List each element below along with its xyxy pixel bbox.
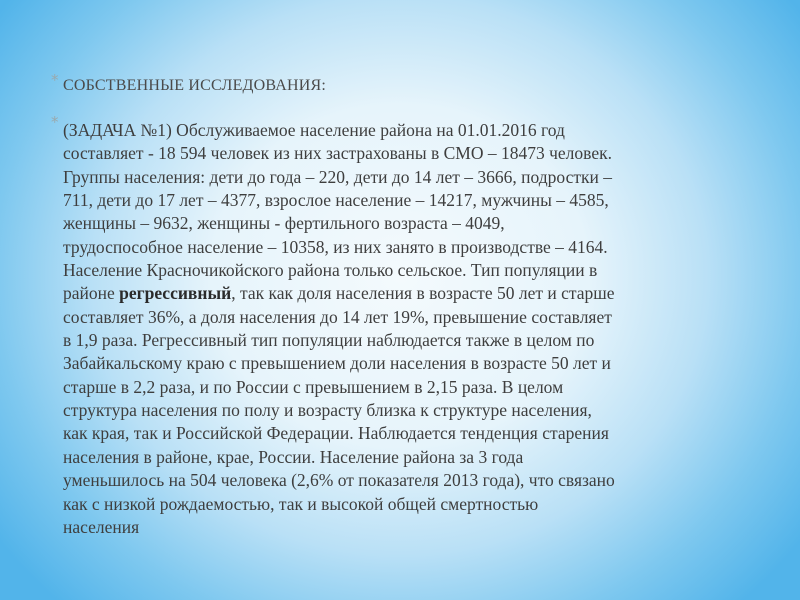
- text-line: составляет 36%, а доля населения до 14 лет 19%, превышение составляет: [63, 306, 612, 327]
- text-line: Группы населения: дети до года – 220, дети до 14 лет – 3666, подростки –: [63, 166, 613, 187]
- text-line: трудоспособное население – 10358, из них занято в производстве – 4164.: [63, 236, 608, 257]
- text-line: 711, дети до 17 лет – 4377, взрослое население – 14217, мужчины – 4585,: [63, 190, 609, 211]
- text-line: населения в районе, крае, России. Население района за 3 года: [63, 446, 524, 467]
- text-fragment: районе: [63, 283, 120, 304]
- text-line: как края, так и Российской Федерации. Наблюдается тенденция старения: [63, 423, 609, 444]
- text-fragment: , так как доля населения в возрасте 50 лет и старше: [231, 283, 615, 304]
- bullet-icon: *: [51, 113, 59, 131]
- text-line: в 1,9 раза. Регрессивный тип популяции наблюдается также в целом по: [63, 330, 595, 351]
- text-line: составляет - 18 594 человек из них застрахованы в СМО – 18473 человек.: [63, 143, 612, 164]
- text-line: населения: [63, 516, 140, 537]
- text-line: уменьшилось на 504 человека (2,6% от показателя 2013 года), что связано: [63, 470, 615, 491]
- task-paragraph: [63, 119, 773, 539]
- bullet-icon: *: [51, 71, 59, 89]
- text-line: Забайкальскому краю с превышением доли населения в возрасте 50 лет и: [63, 353, 611, 374]
- text-line: старше в 2,2 раза, и по России с превышением в 2,15 раза. В целом: [63, 376, 564, 397]
- slide-heading: СОБСТВЕННЫЕ ИССЛЕДОВАНИЯ:: [63, 77, 327, 94]
- text-line: Население Красночикойского района только сельское. Тип популяции в: [63, 260, 598, 281]
- emphasis-regressive: регрессивный: [119, 283, 232, 304]
- text-line: структура населения по полу и возрасту близка к структуре населения,: [63, 400, 592, 421]
- text-line: как с низкой рождаемостью, так и высокой общей смертностью: [63, 493, 539, 514]
- text-line: (ЗАДАЧА №1) Обслуживаемое население района на 01.01.2016 год: [63, 120, 565, 140]
- text-line: [63, 282, 773, 305]
- text-line: женщины – 9632, женщины - фертильного возраста – 4049,: [63, 213, 505, 234]
